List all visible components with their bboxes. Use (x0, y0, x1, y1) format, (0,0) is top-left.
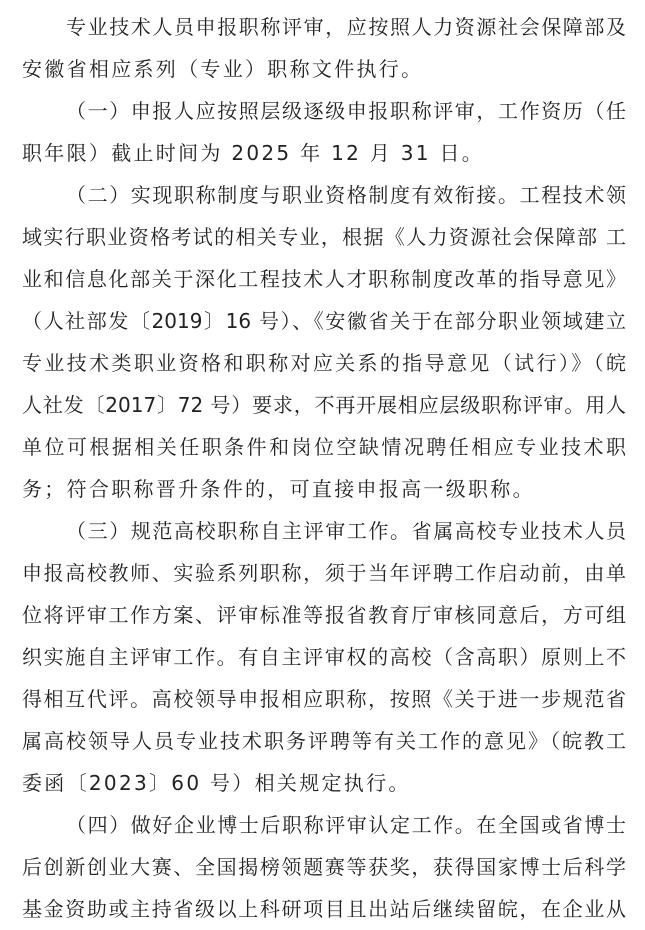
paragraph-item-2-line-4: （人社部发〔2019〕16 号）、《安徽省关于在部分职业领域建立 (22, 309, 626, 333)
paragraph-item-3-line-1: （三）规范高校职称自主评审工作。省属高校专业技术人员 (66, 519, 626, 543)
paragraph-item-3-line-7: 委函〔2023〕60 号）相关规定执行。 (22, 771, 411, 795)
paragraph-item-2-line-2: 域实行职业资格考试的相关专业，根据《人力资源社会保障部 工 (22, 225, 626, 249)
paragraph-intro-line-2: 安徽省相应系列（专业）职称文件执行。 (22, 57, 424, 81)
paragraph-item-4-line-2: 后创新创业大赛、全国揭榜领题赛等获奖，获得国家博士后科学 (22, 855, 626, 879)
paragraph-item-4-line-1: （四）做好企业博士后职称评审认定工作。在全国或省博士 (66, 813, 626, 837)
paragraph-item-2-line-6: 人社发〔2017〕72 号）要求，不再开展相应层级职称评审。用人 (22, 393, 626, 417)
paragraph-item-2-line-1: （二）实现职称制度与职业资格制度有效衔接。工程技术领 (66, 183, 626, 207)
paragraph-item-3-line-3: 位将评审工作方案、评审标准等报省教育厅审核同意后，方可组 (22, 603, 626, 627)
paragraph-item-2-line-7: 单位可根据相关任职条件和岗位空缺情况聘任相应专业技术职 (22, 435, 626, 459)
paragraph-item-3-line-5: 得相互代评。高校领导申报相应职称，按照《关于进一步规范省 (22, 687, 626, 711)
paragraph-intro-line-1: 专业技术人员申报职称评审，应按照人力资源社会保障部及 (66, 15, 626, 39)
paragraph-item-2-line-8: 务；符合职称晋升条件的，可直接申报高一级职称。 (22, 477, 535, 501)
paragraph-item-1-line-2: 职年限）截止时间为 2025 年 12 月 31 日。 (22, 141, 485, 165)
paragraph-item-3-line-2: 申报高校教师、实验系列职称，须于当年评聘工作启动前，由单 (22, 561, 626, 585)
paragraph-item-3-line-4: 织实施自主评审工作。有自主评审权的高校（含高职）原则上不 (22, 645, 626, 669)
paragraph-item-2-line-5: 专业技术类职业资格和职称对应关系的指导意见（试行）》（皖 (22, 351, 626, 375)
paragraph-item-4-line-3: 基金资助或主持省级以上科研项目且出站后继续留皖，在企业从 (22, 897, 626, 921)
paragraph-item-3-line-6: 属高校领导人员专业技术职务评聘等有关工作的意见》（皖教工 (22, 729, 626, 753)
paragraph-item-1-line-1: （一）申报人应按照层级逐级申报职称评审，工作资历（任 (66, 99, 626, 123)
paragraph-item-2-line-3: 业和信息化部关于深化工程技术人才职称制度改革的指导意见》 (22, 267, 626, 291)
